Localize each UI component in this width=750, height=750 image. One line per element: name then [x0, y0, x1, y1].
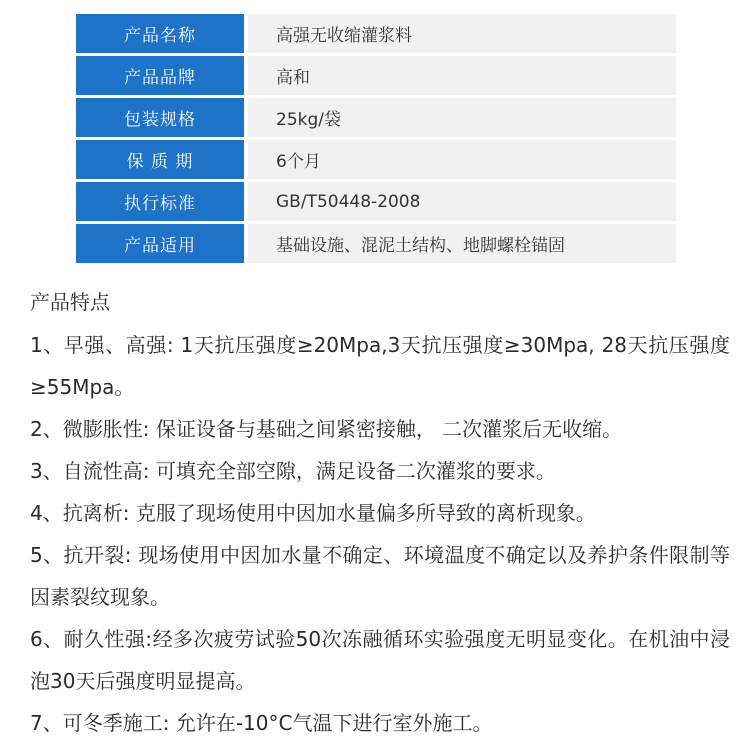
spec-row-product-name	[76, 14, 676, 53]
spec-label: 产品适用	[76, 224, 244, 263]
features-title: 产品特点	[30, 290, 110, 314]
spec-value: 高和	[248, 56, 676, 95]
feature-item: 3、自流性高: 可填充全部空隙，满足设备二次灌浆的要求。	[30, 459, 556, 483]
spec-table	[76, 14, 676, 266]
spec-value: GB/T50448-2008	[248, 182, 676, 221]
spec-label: 包装规格	[76, 98, 244, 137]
spec-label: 产品名称	[76, 14, 244, 53]
spec-value: 基础设施、混泥土结构、地脚螺栓锚固	[248, 224, 676, 263]
spec-row-shelf-life	[76, 140, 676, 179]
spec-value: 高强无收缩灌浆料	[248, 14, 676, 53]
spec-value: 25kg/袋	[248, 98, 676, 137]
feature-item: 7、可冬季施工: 允许在-10°C气温下进行室外施工。	[30, 711, 493, 735]
feature-item: 1、早强、高强: 1天抗压强度≥20Mpa,3天抗压强度≥30Mpa, 28天抗压强度≥55Mpa。	[30, 333, 730, 399]
feature-item: 2、微膨胀性: 保证设备与基础之间紧密接触， 二次灌浆后无收缩。	[30, 417, 623, 441]
spec-label: 产品品牌	[76, 56, 244, 95]
features-section	[30, 284, 730, 744]
spec-row-standard	[76, 182, 676, 221]
spec-label: 保 质 期	[76, 140, 244, 179]
spec-label: 执行标准	[76, 182, 244, 221]
feature-item: 5、抗开裂: 现场使用中因加水量不确定、环境温度不确定以及养护条件限制等因素裂纹现象。	[30, 543, 730, 609]
feature-item: 4、抗离析: 克服了现场使用中因加水量偏多所导致的离析现象。	[30, 501, 596, 525]
feature-item: 6、耐久性强:经多次疲劳试验50次冻融循环实验强度无明显变化。在机油中浸泡30天后强度明显提高。	[30, 627, 730, 693]
spec-row-brand	[76, 56, 676, 95]
spec-value: 6个月	[248, 140, 676, 179]
spec-row-packaging	[76, 98, 676, 137]
spec-row-application	[76, 224, 676, 263]
